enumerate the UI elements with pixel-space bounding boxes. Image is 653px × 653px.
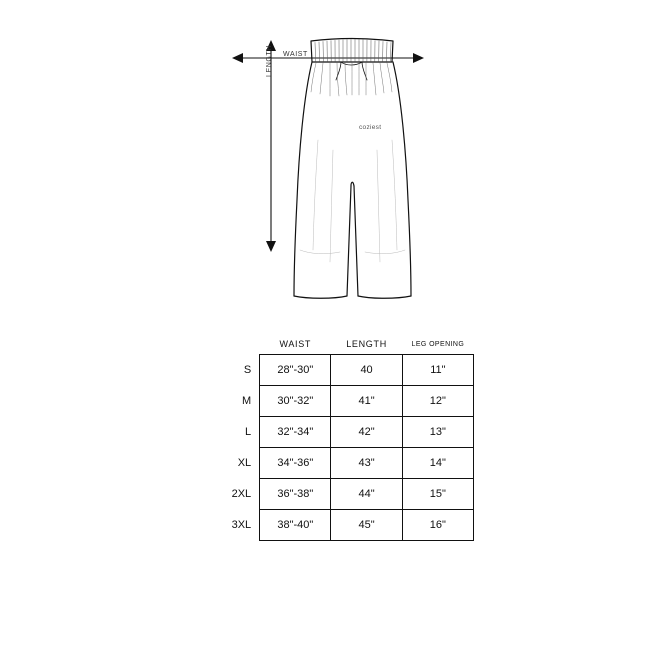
column-header-length: LENGTH: [346, 339, 387, 349]
cell-waist-l: 32"-34": [260, 417, 331, 448]
cell-leg-opening-l: 13": [402, 417, 473, 448]
cell-leg-opening-m: 12": [402, 386, 473, 417]
cell-length-l: 42": [331, 417, 402, 448]
cell-leg-opening-3xl: 16": [402, 510, 473, 541]
cell-length-s: 40: [331, 355, 402, 386]
cell-waist-2xl: 36"-38": [260, 479, 331, 510]
size-table-header: [212, 337, 474, 355]
cell-waist-3xl: 38"-40": [260, 510, 331, 541]
size-table-wrapper: [212, 337, 474, 541]
cell-length-2xl: 44": [331, 479, 402, 510]
table-row: [212, 479, 474, 510]
row-label-2xl: 2XL: [231, 488, 252, 500]
table-row: [212, 448, 474, 479]
column-header-waist: WAIST: [279, 339, 312, 349]
cell-waist-m: 30"-32": [260, 386, 331, 417]
row-label-xl: XL: [237, 457, 252, 469]
row-label-l: L: [245, 426, 252, 438]
cell-leg-opening-xl: 14": [402, 448, 473, 479]
length-dimension-label: LENGTH: [266, 45, 273, 77]
brand-label: coziest: [359, 124, 382, 131]
table-row: [212, 386, 474, 417]
table-corner-cell: [212, 337, 260, 355]
size-table: [212, 337, 474, 541]
cell-length-m: 41": [331, 386, 402, 417]
cell-leg-opening-s: 11": [402, 355, 473, 386]
table-row: [212, 417, 474, 448]
table-row: [212, 510, 474, 541]
cell-leg-opening-2xl: 15": [402, 479, 473, 510]
row-label-3xl: 3XL: [231, 519, 252, 531]
size-table-body: [212, 355, 474, 541]
cell-length-3xl: 45": [331, 510, 402, 541]
cell-length-xl: 43": [331, 448, 402, 479]
row-label-s: S: [243, 364, 252, 376]
table-row: [212, 355, 474, 386]
waist-dimension-label: WAIST: [283, 51, 308, 58]
column-header-leg-opening: LEG OPENING: [411, 340, 465, 348]
cell-waist-s: 28"-30": [260, 355, 331, 386]
cell-waist-xl: 34"-36": [260, 448, 331, 479]
row-label-m: M: [242, 395, 252, 407]
table-header-row: [212, 337, 474, 355]
